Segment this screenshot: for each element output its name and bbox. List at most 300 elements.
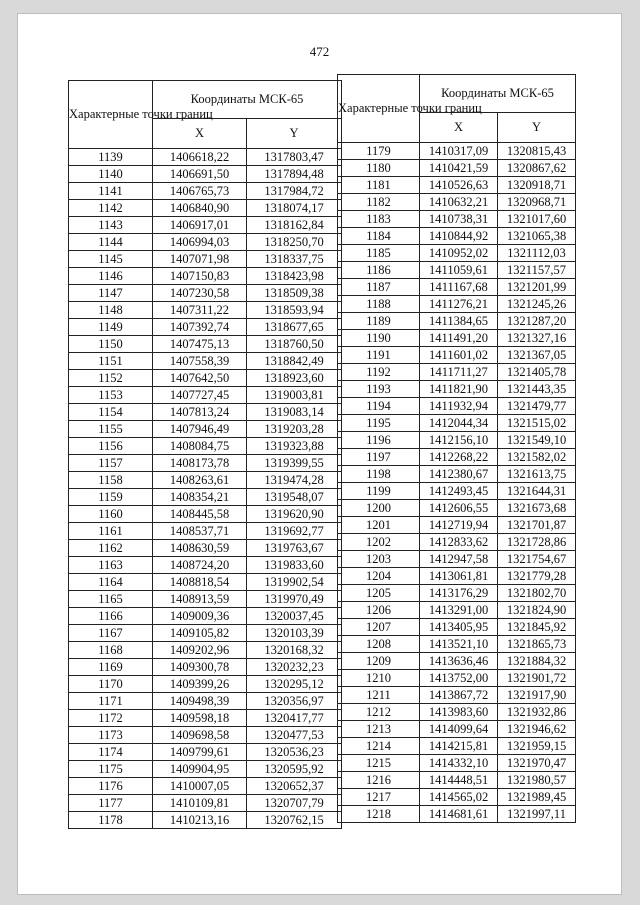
x-coordinate-cell: 1414215,81	[420, 738, 498, 755]
point-number-cell: 1208	[338, 636, 420, 653]
point-number-cell: 1210	[338, 670, 420, 687]
table-row	[69, 574, 342, 591]
table-row	[69, 302, 342, 319]
x-coordinate-cell: 1408537,71	[153, 523, 247, 540]
y-coordinate-cell: 1320168,32	[247, 642, 342, 659]
point-number-cell: 1180	[338, 160, 420, 177]
table-row	[69, 540, 342, 557]
table-row	[338, 330, 576, 347]
table-row	[338, 755, 576, 772]
y-coordinate-cell: 1321367,05	[498, 347, 576, 364]
x-coordinate-cell: 1410526,63	[420, 177, 498, 194]
point-number-cell: 1181	[338, 177, 420, 194]
y-coordinate-cell: 1321959,15	[498, 738, 576, 755]
table-row	[69, 455, 342, 472]
table-row	[338, 432, 576, 449]
table-row	[69, 608, 342, 625]
point-number-cell: 1182	[338, 194, 420, 211]
y-coordinate-cell: 1318337,75	[247, 251, 342, 268]
y-coordinate-cell: 1321112,03	[498, 245, 576, 262]
x-coordinate-cell: 1410421,59	[420, 160, 498, 177]
point-number-cell: 1184	[338, 228, 420, 245]
y-coordinate-cell: 1319323,88	[247, 438, 342, 455]
y-coordinate-cell: 1320815,43	[498, 143, 576, 160]
y-coordinate-cell: 1320295,12	[247, 676, 342, 693]
point-number-cell: 1151	[69, 353, 153, 370]
y-coordinate-cell: 1320867,62	[498, 160, 576, 177]
point-number-cell: 1190	[338, 330, 420, 347]
x-coordinate-cell: 1411167,68	[420, 279, 498, 296]
point-number-cell: 1198	[338, 466, 420, 483]
y-coordinate-cell: 1318162,84	[247, 217, 342, 234]
x-coordinate-cell: 1408913,59	[153, 591, 247, 608]
table-row	[338, 313, 576, 330]
y-coordinate-cell: 1321865,73	[498, 636, 576, 653]
table-row	[338, 483, 576, 500]
y-coordinate-cell: 1320232,23	[247, 659, 342, 676]
y-coordinate-cell: 1318923,60	[247, 370, 342, 387]
table-row	[69, 421, 342, 438]
table-row	[69, 727, 342, 744]
point-number-cell: 1188	[338, 296, 420, 313]
x-coordinate-cell: 1412493,45	[420, 483, 498, 500]
x-coordinate-cell: 1407071,98	[153, 251, 247, 268]
point-number-cell: 1211	[338, 687, 420, 704]
x-coordinate-cell: 1412719,94	[420, 517, 498, 534]
point-number-cell: 1192	[338, 364, 420, 381]
x-coordinate-cell: 1411491,20	[420, 330, 498, 347]
x-coordinate-cell: 1413061,81	[420, 568, 498, 585]
point-number-cell: 1145	[69, 251, 153, 268]
table-row	[338, 194, 576, 211]
table-row	[338, 279, 576, 296]
table-row	[338, 704, 576, 721]
point-number-cell: 1194	[338, 398, 420, 415]
y-coordinate-cell: 1321443,35	[498, 381, 576, 398]
point-number-cell: 1155	[69, 421, 153, 438]
x-coordinate-cell: 1406691,50	[153, 166, 247, 183]
point-number-cell: 1205	[338, 585, 420, 602]
header-coordinates: Координаты МСК-65	[420, 75, 576, 113]
x-coordinate-cell: 1410007,05	[153, 778, 247, 795]
table-row	[338, 262, 576, 279]
y-coordinate-cell: 1321779,28	[498, 568, 576, 585]
y-coordinate-cell: 1321884,32	[498, 653, 576, 670]
point-number-cell: 1179	[338, 143, 420, 160]
point-number-cell: 1143	[69, 217, 153, 234]
table-row	[69, 710, 342, 727]
x-coordinate-cell: 1413636,46	[420, 653, 498, 670]
table-row	[338, 636, 576, 653]
y-coordinate-cell: 1318593,94	[247, 302, 342, 319]
point-number-cell: 1147	[69, 285, 153, 302]
table-row	[338, 381, 576, 398]
x-coordinate-cell: 1410213,16	[153, 812, 247, 829]
y-coordinate-cell: 1318423,98	[247, 268, 342, 285]
table-row	[69, 744, 342, 761]
x-coordinate-cell: 1411276,21	[420, 296, 498, 313]
y-coordinate-cell: 1321201,99	[498, 279, 576, 296]
table-row	[69, 472, 342, 489]
header-x: X	[420, 113, 498, 143]
header-coordinates: Координаты МСК-65	[153, 81, 342, 119]
y-coordinate-cell: 1321157,57	[498, 262, 576, 279]
point-number-cell: 1175	[69, 761, 153, 778]
x-coordinate-cell: 1411601,02	[420, 347, 498, 364]
table-row	[338, 585, 576, 602]
point-number-cell: 1153	[69, 387, 153, 404]
point-number-cell: 1199	[338, 483, 420, 500]
point-number-cell: 1156	[69, 438, 153, 455]
table-row	[69, 557, 342, 574]
x-coordinate-cell: 1406994,03	[153, 234, 247, 251]
y-coordinate-cell: 1321970,47	[498, 755, 576, 772]
header-y: Y	[498, 113, 576, 143]
point-number-cell: 1159	[69, 489, 153, 506]
x-coordinate-cell: 1411932,94	[420, 398, 498, 415]
y-coordinate-cell: 1321245,26	[498, 296, 576, 313]
table-row	[69, 370, 342, 387]
table-row	[338, 653, 576, 670]
table-row	[338, 670, 576, 687]
point-number-cell: 1166	[69, 608, 153, 625]
table-row	[69, 778, 342, 795]
table-row	[69, 642, 342, 659]
x-coordinate-cell: 1407230,58	[153, 285, 247, 302]
y-coordinate-cell: 1321980,57	[498, 772, 576, 789]
point-number-cell: 1172	[69, 710, 153, 727]
point-number-cell: 1144	[69, 234, 153, 251]
y-coordinate-cell: 1321824,90	[498, 602, 576, 619]
point-number-cell: 1169	[69, 659, 153, 676]
table-row	[69, 183, 342, 200]
y-coordinate-cell: 1319620,90	[247, 506, 342, 523]
point-number-cell: 1197	[338, 449, 420, 466]
table-row	[338, 789, 576, 806]
table-row	[338, 500, 576, 517]
point-number-cell: 1217	[338, 789, 420, 806]
x-coordinate-cell: 1412156,10	[420, 432, 498, 449]
point-number-cell: 1185	[338, 245, 420, 262]
table-row	[338, 568, 576, 585]
x-coordinate-cell: 1406917,01	[153, 217, 247, 234]
x-coordinate-cell: 1409498,39	[153, 693, 247, 710]
point-number-cell: 1206	[338, 602, 420, 619]
point-number-cell: 1209	[338, 653, 420, 670]
y-coordinate-cell: 1319763,67	[247, 540, 342, 557]
y-coordinate-cell: 1321901,72	[498, 670, 576, 687]
table-row	[338, 772, 576, 789]
table-row	[69, 761, 342, 778]
y-coordinate-cell: 1319399,55	[247, 455, 342, 472]
x-coordinate-cell: 1407392,74	[153, 319, 247, 336]
point-number-cell: 1167	[69, 625, 153, 642]
table-row	[338, 806, 576, 823]
table-row	[69, 268, 342, 285]
point-number-cell: 1164	[69, 574, 153, 591]
x-coordinate-cell: 1407150,83	[153, 268, 247, 285]
point-number-cell: 1141	[69, 183, 153, 200]
point-number-cell: 1183	[338, 211, 420, 228]
x-coordinate-cell: 1407311,22	[153, 302, 247, 319]
table-row	[69, 353, 342, 370]
y-coordinate-cell: 1321932,86	[498, 704, 576, 721]
y-coordinate-cell: 1318250,70	[247, 234, 342, 251]
table-row	[338, 296, 576, 313]
y-coordinate-cell: 1321673,68	[498, 500, 576, 517]
point-number-cell: 1178	[69, 812, 153, 829]
table-row	[69, 812, 342, 829]
x-coordinate-cell: 1409904,95	[153, 761, 247, 778]
y-coordinate-cell: 1319003,81	[247, 387, 342, 404]
x-coordinate-cell: 1411059,61	[420, 262, 498, 279]
x-coordinate-cell: 1413291,00	[420, 602, 498, 619]
point-number-cell: 1157	[69, 455, 153, 472]
y-coordinate-cell: 1319083,14	[247, 404, 342, 421]
x-coordinate-cell: 1409009,36	[153, 608, 247, 625]
x-coordinate-cell: 1414332,10	[420, 755, 498, 772]
table-row	[69, 625, 342, 642]
x-coordinate-cell: 1409399,26	[153, 676, 247, 693]
point-number-cell: 1176	[69, 778, 153, 795]
x-coordinate-cell: 1408630,59	[153, 540, 247, 557]
y-coordinate-cell: 1319970,49	[247, 591, 342, 608]
x-coordinate-cell: 1414681,61	[420, 806, 498, 823]
point-number-cell: 1214	[338, 738, 420, 755]
table-row	[69, 217, 342, 234]
table-row	[338, 551, 576, 568]
y-coordinate-cell: 1317803,47	[247, 149, 342, 166]
y-coordinate-cell: 1320762,15	[247, 812, 342, 829]
point-number-cell: 1207	[338, 619, 420, 636]
table-row	[69, 149, 342, 166]
y-coordinate-cell: 1320536,23	[247, 744, 342, 761]
x-coordinate-cell: 1409598,18	[153, 710, 247, 727]
x-coordinate-cell: 1410844,92	[420, 228, 498, 245]
x-coordinate-cell: 1413405,95	[420, 619, 498, 636]
y-coordinate-cell: 1318509,38	[247, 285, 342, 302]
point-number-cell: 1202	[338, 534, 420, 551]
y-coordinate-cell: 1321582,02	[498, 449, 576, 466]
x-coordinate-cell: 1412380,67	[420, 466, 498, 483]
y-coordinate-cell: 1320595,92	[247, 761, 342, 778]
y-coordinate-cell: 1320707,79	[247, 795, 342, 812]
table-row	[69, 200, 342, 217]
y-coordinate-cell: 1321017,60	[498, 211, 576, 228]
table-row	[338, 347, 576, 364]
y-coordinate-cell: 1321917,90	[498, 687, 576, 704]
x-coordinate-cell: 1407558,39	[153, 353, 247, 370]
y-coordinate-cell: 1320417,77	[247, 710, 342, 727]
point-number-cell: 1200	[338, 500, 420, 517]
table-row	[69, 676, 342, 693]
point-number-cell: 1142	[69, 200, 153, 217]
table-row	[338, 466, 576, 483]
table-row	[69, 319, 342, 336]
document-page	[18, 14, 621, 894]
y-coordinate-cell: 1320652,37	[247, 778, 342, 795]
x-coordinate-cell: 1408173,78	[153, 455, 247, 472]
y-coordinate-cell: 1320918,71	[498, 177, 576, 194]
y-coordinate-cell: 1320037,45	[247, 608, 342, 625]
y-coordinate-cell: 1321728,86	[498, 534, 576, 551]
y-coordinate-cell: 1318074,17	[247, 200, 342, 217]
y-coordinate-cell: 1319692,77	[247, 523, 342, 540]
x-coordinate-cell: 1412833,62	[420, 534, 498, 551]
point-number-cell: 1162	[69, 540, 153, 557]
y-coordinate-cell: 1318760,50	[247, 336, 342, 353]
point-number-cell: 1189	[338, 313, 420, 330]
x-coordinate-cell: 1409698,58	[153, 727, 247, 744]
x-coordinate-cell: 1414565,02	[420, 789, 498, 806]
x-coordinate-cell: 1414099,64	[420, 721, 498, 738]
left-coordinates-table	[68, 80, 342, 829]
point-number-cell: 1212	[338, 704, 420, 721]
y-coordinate-cell: 1321644,31	[498, 483, 576, 500]
y-coordinate-cell: 1321989,45	[498, 789, 576, 806]
table-row	[69, 523, 342, 540]
y-coordinate-cell: 1321515,02	[498, 415, 576, 432]
y-coordinate-cell: 1320103,39	[247, 625, 342, 642]
y-coordinate-cell: 1320968,71	[498, 194, 576, 211]
table-row	[338, 738, 576, 755]
table-row	[69, 387, 342, 404]
x-coordinate-cell: 1408084,75	[153, 438, 247, 455]
x-coordinate-cell: 1409202,96	[153, 642, 247, 659]
point-number-cell: 1160	[69, 506, 153, 523]
point-number-cell: 1140	[69, 166, 153, 183]
x-coordinate-cell: 1409300,78	[153, 659, 247, 676]
table-row	[338, 687, 576, 704]
point-number-cell: 1203	[338, 551, 420, 568]
table-row	[338, 534, 576, 551]
table-row	[338, 143, 576, 160]
table-row	[69, 251, 342, 268]
x-coordinate-cell: 1407813,24	[153, 404, 247, 421]
x-coordinate-cell: 1411821,90	[420, 381, 498, 398]
header-y: Y	[247, 119, 342, 149]
table-row	[338, 602, 576, 619]
x-coordinate-cell: 1408818,54	[153, 574, 247, 591]
table-row	[338, 245, 576, 262]
x-coordinate-cell: 1410952,02	[420, 245, 498, 262]
x-coordinate-cell: 1410632,21	[420, 194, 498, 211]
point-number-cell: 1168	[69, 642, 153, 659]
point-number-cell: 1173	[69, 727, 153, 744]
point-number-cell: 1193	[338, 381, 420, 398]
point-number-cell: 1191	[338, 347, 420, 364]
x-coordinate-cell: 1407727,45	[153, 387, 247, 404]
table-row	[69, 285, 342, 302]
table-row	[338, 228, 576, 245]
table-row	[69, 591, 342, 608]
y-coordinate-cell: 1317894,48	[247, 166, 342, 183]
y-coordinate-cell: 1320477,53	[247, 727, 342, 744]
header-points: Характерные точки границ	[69, 81, 153, 149]
point-number-cell: 1165	[69, 591, 153, 608]
point-number-cell: 1149	[69, 319, 153, 336]
point-number-cell: 1161	[69, 523, 153, 540]
point-number-cell: 1163	[69, 557, 153, 574]
point-number-cell: 1150	[69, 336, 153, 353]
x-coordinate-cell: 1409799,61	[153, 744, 247, 761]
x-coordinate-cell: 1410738,31	[420, 211, 498, 228]
y-coordinate-cell: 1321946,62	[498, 721, 576, 738]
x-coordinate-cell: 1412268,22	[420, 449, 498, 466]
header-x: X	[153, 119, 247, 149]
table-row	[69, 404, 342, 421]
y-coordinate-cell: 1321287,20	[498, 313, 576, 330]
y-coordinate-cell: 1319902,54	[247, 574, 342, 591]
x-coordinate-cell: 1406840,90	[153, 200, 247, 217]
point-number-cell: 1171	[69, 693, 153, 710]
y-coordinate-cell: 1321549,10	[498, 432, 576, 449]
x-coordinate-cell: 1410317,09	[420, 143, 498, 160]
x-coordinate-cell: 1408354,21	[153, 489, 247, 506]
y-coordinate-cell: 1319474,28	[247, 472, 342, 489]
point-number-cell: 1174	[69, 744, 153, 761]
table-row	[338, 364, 576, 381]
y-coordinate-cell: 1321405,78	[498, 364, 576, 381]
point-number-cell: 1146	[69, 268, 153, 285]
x-coordinate-cell: 1407475,13	[153, 336, 247, 353]
y-coordinate-cell: 1321754,67	[498, 551, 576, 568]
x-coordinate-cell: 1408724,20	[153, 557, 247, 574]
page-number: 472	[309, 44, 330, 59]
x-coordinate-cell: 1411711,27	[420, 364, 498, 381]
point-number-cell: 1218	[338, 806, 420, 823]
point-number-cell: 1186	[338, 262, 420, 279]
table-row	[338, 619, 576, 636]
y-coordinate-cell: 1319548,07	[247, 489, 342, 506]
table-row	[338, 398, 576, 415]
y-coordinate-cell: 1321479,77	[498, 398, 576, 415]
x-coordinate-cell: 1412044,34	[420, 415, 498, 432]
point-number-cell: 1187	[338, 279, 420, 296]
table-row	[69, 506, 342, 523]
point-number-cell: 1204	[338, 568, 420, 585]
point-number-cell: 1148	[69, 302, 153, 319]
point-number-cell: 1215	[338, 755, 420, 772]
table-row	[69, 336, 342, 353]
table-row	[69, 489, 342, 506]
table-row	[69, 693, 342, 710]
point-number-cell: 1152	[69, 370, 153, 387]
x-coordinate-cell: 1413983,60	[420, 704, 498, 721]
x-coordinate-cell: 1413521,10	[420, 636, 498, 653]
x-coordinate-cell: 1407946,49	[153, 421, 247, 438]
x-coordinate-cell: 1410109,81	[153, 795, 247, 812]
x-coordinate-cell: 1409105,82	[153, 625, 247, 642]
table-row	[69, 438, 342, 455]
point-number-cell: 1195	[338, 415, 420, 432]
table-row	[69, 166, 342, 183]
x-coordinate-cell: 1408445,58	[153, 506, 247, 523]
table-row	[338, 517, 576, 534]
x-coordinate-cell: 1413867,72	[420, 687, 498, 704]
y-coordinate-cell: 1321065,38	[498, 228, 576, 245]
point-number-cell: 1201	[338, 517, 420, 534]
y-coordinate-cell: 1317984,72	[247, 183, 342, 200]
header-points: Характерные точки границ	[338, 75, 420, 143]
point-number-cell: 1177	[69, 795, 153, 812]
table-row	[69, 659, 342, 676]
point-number-cell: 1158	[69, 472, 153, 489]
y-coordinate-cell: 1321997,11	[498, 806, 576, 823]
x-coordinate-cell: 1407642,50	[153, 370, 247, 387]
y-coordinate-cell: 1319203,28	[247, 421, 342, 438]
right-coordinates-table	[337, 74, 576, 823]
